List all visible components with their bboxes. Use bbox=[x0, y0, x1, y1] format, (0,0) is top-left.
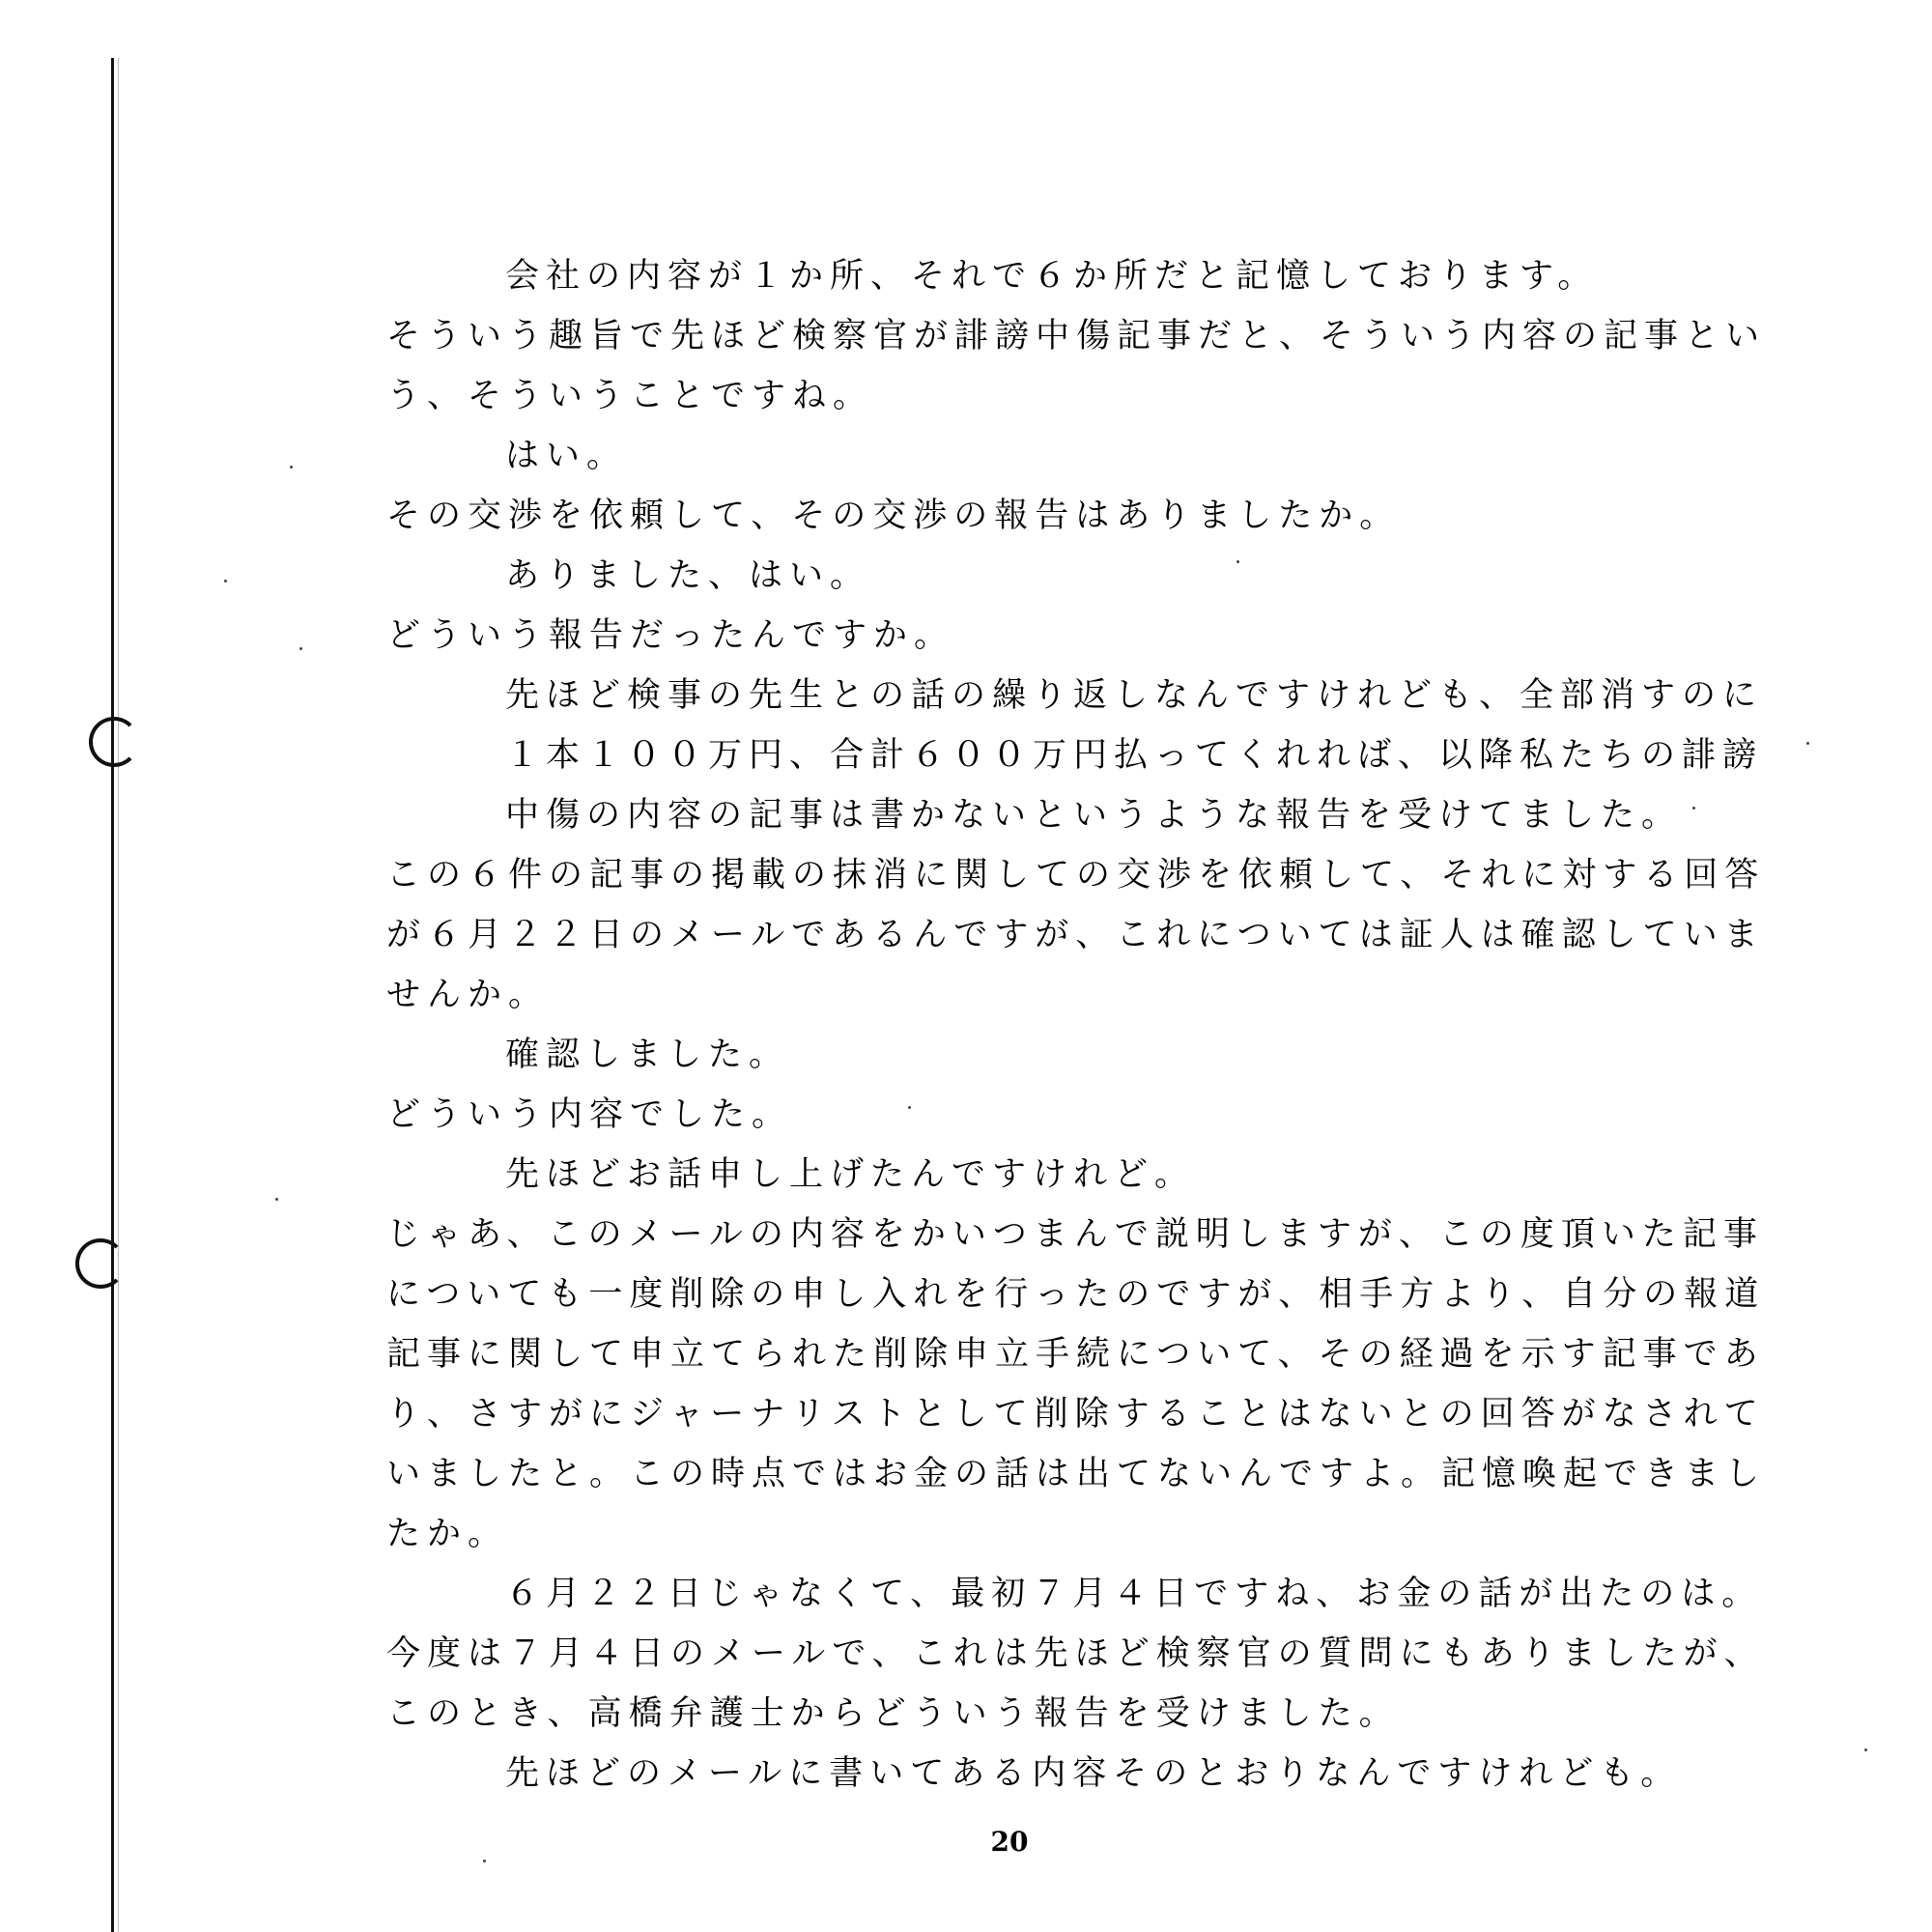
punch-hole-mark bbox=[75, 1238, 126, 1289]
answer-line: 先ほどお話申し上げたんですけれど。 bbox=[505, 1155, 1196, 1194]
question-line: いましたと。この時点ではお金の話は出てないんですよ。記憶喚起できまし bbox=[386, 1455, 1767, 1493]
question-line: どういう内容でした。 bbox=[386, 1095, 793, 1134]
answer-line: 先ほど検事の先生との話の繰り返しなんですけれども、全部消すのに bbox=[505, 676, 1764, 715]
scan-speck bbox=[1864, 1748, 1867, 1751]
scan-speck bbox=[224, 580, 227, 582]
scan-speck bbox=[1806, 742, 1809, 745]
question-line: う、そういうことですね。 bbox=[386, 377, 874, 415]
question-line: どういう報告だったんですか。 bbox=[386, 616, 955, 655]
question-line: が６月２２日のメールであるんですが、これについては証人は確認していま bbox=[386, 916, 1765, 954]
answer-line: ありました、はい。 bbox=[505, 556, 871, 595]
answer-line: 中傷の内容の記事は書かないというような報告を受けてました。 bbox=[505, 796, 1683, 835]
scan-speck bbox=[483, 1860, 486, 1862]
scan-speck bbox=[290, 466, 293, 469]
question-line: 今度は７月４日のメールで、これは先ほど検察官の質問にもありましたが、 bbox=[386, 1634, 1765, 1673]
testimony-transcript bbox=[386, 246, 1777, 1804]
answer-line: ６月２２日じゃなくて、最初７月４日ですね、お金の話が出たのは。 bbox=[505, 1575, 1763, 1613]
answer-line: 確認しました。 bbox=[505, 1036, 790, 1074]
question-line: この６件の記事の掲載の抹消に関しての交渉を依頼して、それに対する回答 bbox=[386, 856, 1766, 895]
question-line: たか。 bbox=[386, 1515, 509, 1553]
punch-hole-mark bbox=[89, 717, 139, 767]
binding-margin-line bbox=[111, 58, 114, 1932]
question-line: そういう趣旨で先ほど検察官が誹謗中傷記事だと、そういう内容の記事とい bbox=[386, 317, 1767, 355]
scan-speck bbox=[299, 647, 302, 650]
question-line: このとき、高橋弁護士からどういう報告を受けました。 bbox=[386, 1694, 1400, 1733]
answer-line: 先ほどのメールに書いてある内容そのとおりなんですけれども。 bbox=[505, 1754, 1682, 1793]
question-line: についても一度削除の申し入れを行ったのですが、相手方より、自分の報道 bbox=[386, 1275, 1766, 1314]
answer-line: はい。 bbox=[505, 437, 628, 475]
question-line: 記事に関して申立てられた削除申立手続について、その経過を示す記事であ bbox=[386, 1335, 1765, 1374]
answer-line: 会社の内容が１か所、それで６か所だと記憶しております。 bbox=[505, 257, 1599, 296]
question-line: り、さすがにジャーナリストとして削除することはないとの回答がなされて bbox=[386, 1395, 1765, 1434]
page-number: 20 bbox=[990, 1826, 1029, 1858]
answer-line: １本１００万円、合計６００万円払ってくれれば、以降私たちの誹謗 bbox=[505, 736, 1764, 775]
question-line: せんか。 bbox=[386, 976, 550, 1014]
scan-speck bbox=[275, 1198, 278, 1201]
question-line: じゃあ、このメールの内容をかいつまんで説明しますが、この度頂いた記事 bbox=[386, 1215, 1764, 1254]
question-line: その交渉を依頼して、その交渉の報告はありましたか。 bbox=[386, 497, 1401, 535]
binding-margin-shadow bbox=[118, 58, 119, 1932]
